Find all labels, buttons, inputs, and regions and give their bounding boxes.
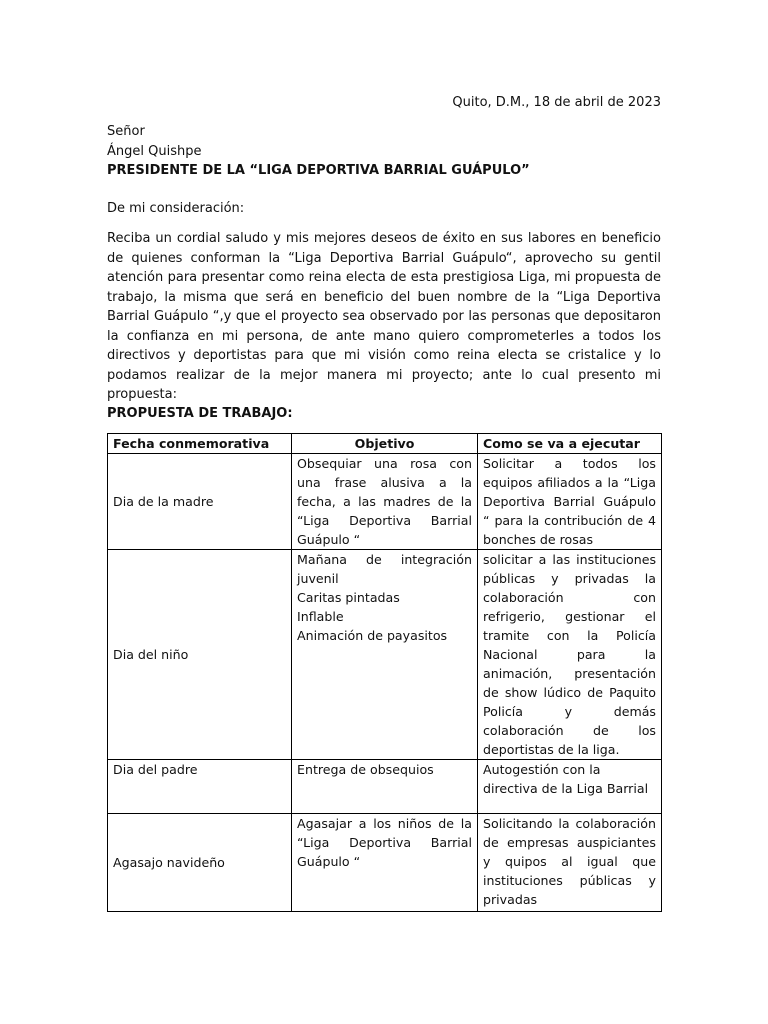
row-execution: Solicitando la colaboración de empresas auspiciantes y quipos al igual que instituciones públicas y privadas xyxy=(478,814,662,912)
row-date: Dia del padre xyxy=(108,760,292,814)
objective-line: Entrega de obsequios xyxy=(297,762,434,777)
recipient-name: Ángel Quishpe xyxy=(107,143,202,159)
salutation-title: Señor xyxy=(107,124,145,139)
header-execution: Como se va a ejecutar xyxy=(478,434,662,454)
objective-line: Agasajar a los niños de la “Liga Deportiva Barrial Guápulo “ xyxy=(297,816,472,869)
addressee-block xyxy=(107,122,530,181)
letter-date: Quito, D.M., 18 de abril de 2023 xyxy=(452,95,661,110)
row-objective xyxy=(292,550,478,760)
objective-line: Animación de payasitos xyxy=(297,628,448,643)
row-date: Agasajo navideño xyxy=(108,814,292,912)
objective-line: Caritas pintadas xyxy=(297,590,400,605)
table-row xyxy=(108,760,662,814)
letter-body: Reciba un cordial saludo y mis mejores deseos de éxito en sus labores en beneficio de quienes conforman la “Liga Deportiva Barrial Guápulo“, aprovecho su gentil atención para presentar como reina electa de esta prestigiosa Liga, mi propuesta de trabajo, la misma que será en beneficio del buen nombre de la “Liga Deportiva Barrial Guápulo “,y que el proyecto sea observado por las personas que depositaron la confianza en mi persona, de ante mano quiero comprometerles a todos los directivos y deportistas para que mi visión como reina electa se cristalice y lo podamos realizar de la mejor manera mi proyecto; ante lo cual presento mi propuesta: xyxy=(107,231,661,402)
row-date: Dia de la madre xyxy=(108,454,292,550)
objective-line: Obsequiar una rosa con una frase alusiva a la fecha, a las madres de la “Liga Deportiva Barrial Guápulo “ xyxy=(297,456,472,547)
header-objective: Objetivo xyxy=(292,434,478,454)
objective-line: Inflable xyxy=(297,609,344,624)
row-execution: solicitar a las instituciones públicas y privadas la colaboración con refrigerio, gestionar el tramite con la Policía Nacional para la animación, presentación de show lúdico de Paquito Policía y demás colaboración de los deportistas de la liga. xyxy=(478,550,662,760)
row-objective xyxy=(292,814,478,912)
objective-line: Mañana de integración juvenil xyxy=(297,552,472,586)
row-objective xyxy=(292,760,478,814)
proposal-table xyxy=(107,433,662,912)
header-date: Fecha conmemorativa xyxy=(108,434,292,454)
table-header-row xyxy=(108,434,662,454)
proposal-heading: PROPUESTA DE TRABAJO: xyxy=(107,406,293,421)
row-date: Dia del niño xyxy=(108,550,292,760)
table-row xyxy=(108,550,662,760)
table-row xyxy=(108,454,662,550)
row-execution: Autogestión con la directiva de la Liga Barrial xyxy=(478,760,662,814)
greeting: De mi consideración: xyxy=(107,201,245,216)
row-execution: Solicitar a todos los equipos afiliados a la “Liga Deportiva Barrial Guápulo “ para la contribución de 4 bonches de rosas xyxy=(478,454,662,550)
recipient-position: PRESIDENTE DE LA “LIGA DEPORTIVA BARRIAL GUÁPULO” xyxy=(107,163,530,178)
table-row xyxy=(108,814,662,912)
row-objective xyxy=(292,454,478,550)
